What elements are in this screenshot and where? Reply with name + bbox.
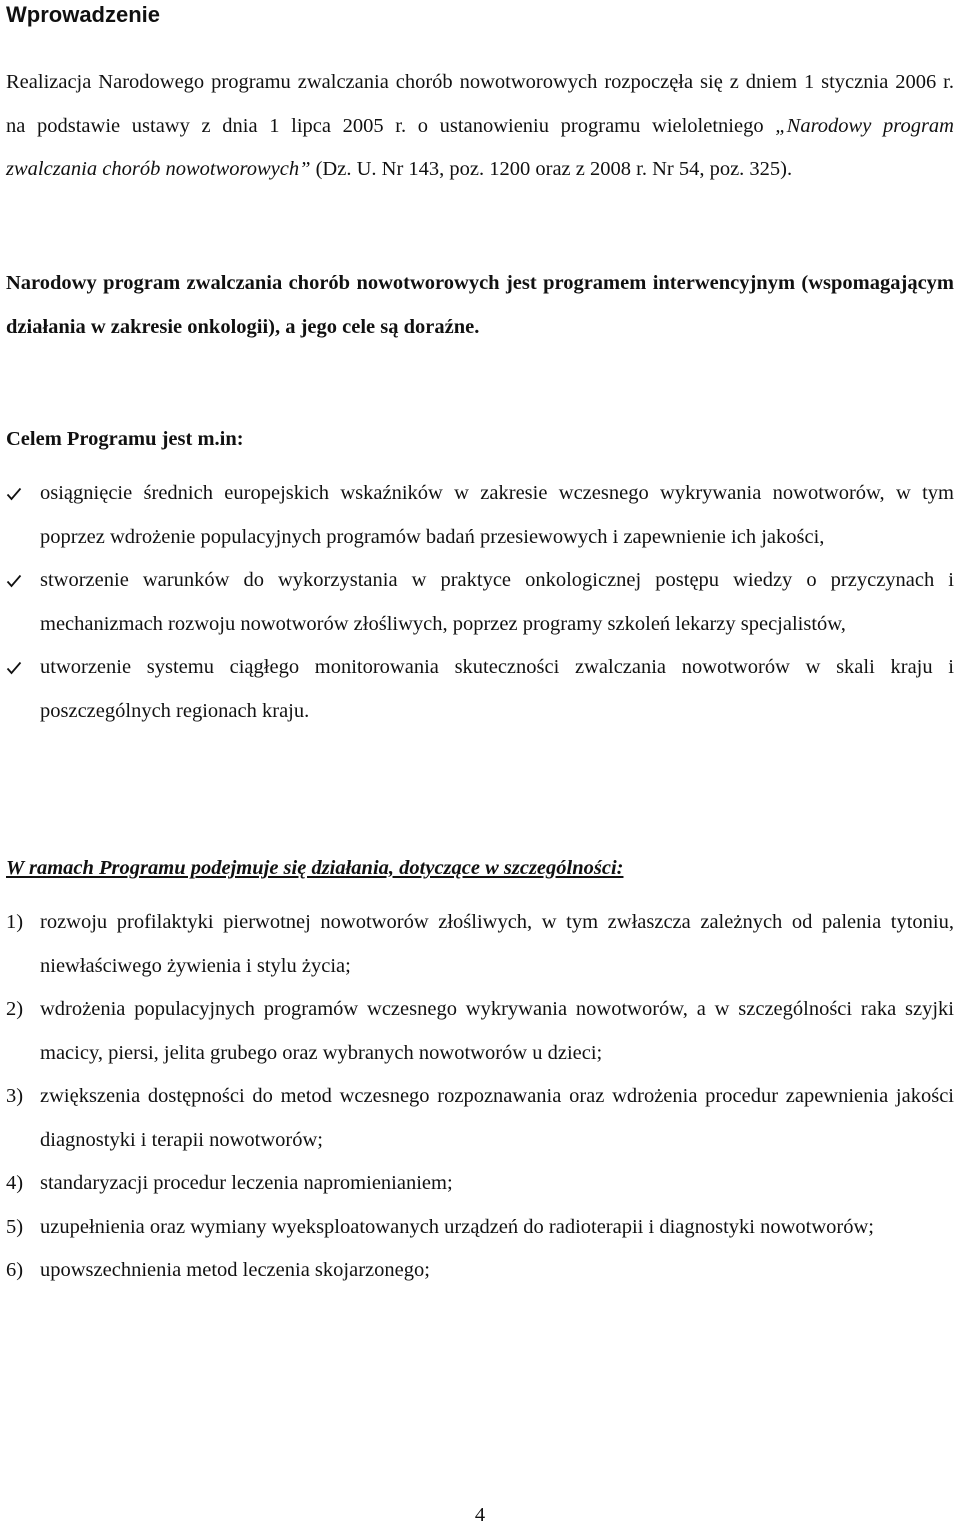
action-number: 2) bbox=[6, 998, 24, 1020]
action-item bbox=[0, 1162, 954, 1206]
goal-text: stworzenie warunków do wykorzystania w praktyce onkologicznej postępu wiedzy o przyczynach i mechanizmach rozwoju nowotworów złośliwych, poprzez programy szkoleń lekarzy specjalistów, bbox=[40, 569, 954, 635]
goals-heading: Celem Programu jest m.in: bbox=[6, 428, 244, 450]
action-text: rozwoju profilaktyki pierwotnej nowotworów złośliwych, w tym zwłaszcza zależnych od palenia tytoniu, niewłaściwego żywienia i stylu życia; bbox=[40, 911, 954, 977]
actions-list bbox=[0, 901, 954, 1293]
intro-program-title: „Narodowy program zwalczania chorób nowotworowych” bbox=[6, 114, 954, 180]
intro-text-after: (Dz. U. Nr 143, poz. 1200 oraz z 2008 r. Nr 54, poz. 325). bbox=[310, 158, 793, 180]
checkmark-icon bbox=[6, 559, 28, 603]
action-number: 4) bbox=[6, 1172, 24, 1194]
action-number: 1) bbox=[6, 911, 24, 933]
action-item bbox=[0, 1206, 954, 1250]
action-text: wdrożenia populacyjnych programów wczesnego wykrywania nowotworów, a w szczególności raka szyjki macicy, piersi, jelita grubego oraz wybranych nowotworów u dzieci; bbox=[40, 998, 954, 1064]
actions-heading: W ramach Programu podejmuje się działania, dotyczące w szczególności: bbox=[6, 857, 624, 879]
section-heading: Wprowadzenie bbox=[6, 2, 161, 27]
action-item bbox=[0, 901, 954, 988]
intro-text-before: Realizacja Narodowego programu zwalczania chorób nowotworowych rozpoczęła się z dniem 1 stycznia 2006 r. na podstawie ustawy z dnia 1 lipca 2005 r. o ustanowieniu programu wieloletniego bbox=[6, 71, 954, 137]
bold-paragraph: Narodowy program zwalczania chorób nowotworowych jest programem interwencyjnym (wspomagającym działania w zakresie onkologii), a jego cele są doraźne. bbox=[6, 272, 954, 338]
action-text: upowszechnienia metod leczenia skojarzonego; bbox=[40, 1259, 430, 1281]
action-item bbox=[0, 1249, 954, 1293]
page-number: 4 bbox=[474, 1504, 486, 1526]
goal-item bbox=[0, 646, 954, 733]
goal-item bbox=[0, 472, 954, 559]
intro-paragraph bbox=[6, 61, 954, 192]
goal-item bbox=[0, 559, 954, 646]
checkmark-icon bbox=[6, 646, 28, 690]
action-number: 3) bbox=[6, 1085, 24, 1107]
action-item bbox=[0, 1075, 954, 1162]
action-text: zwiększenia dostępności do metod wczesnego rozpoznawania oraz wdrożenia procedur zapewnienia jakości diagnostyki i terapii nowotworów; bbox=[40, 1085, 954, 1151]
action-text: uzupełnienia oraz wymiany wyeksploatowanych urządzeń do radioterapii i diagnostyki nowotworów; bbox=[40, 1215, 874, 1238]
goal-text: osiągnięcie średnich europejskich wskaźników w zakresie wczesnego wykrywania nowotworów, w tym poprzez wdrożenie populacyjnych programów badań przesiewowych i zapewnienie ich jakości, bbox=[40, 482, 954, 548]
goal-text: utworzenie systemu ciągłego monitorowania skuteczności zwalczania nowotworów w skali kraju i poszczególnych regionach kraju. bbox=[40, 656, 954, 722]
checkmark-icon bbox=[6, 472, 28, 516]
action-item bbox=[0, 988, 954, 1075]
action-text: standaryzacji procedur leczenia napromienianiem; bbox=[40, 1172, 453, 1194]
goals-list bbox=[0, 472, 954, 733]
action-number: 6) bbox=[6, 1259, 24, 1281]
action-number: 5) bbox=[6, 1215, 24, 1238]
